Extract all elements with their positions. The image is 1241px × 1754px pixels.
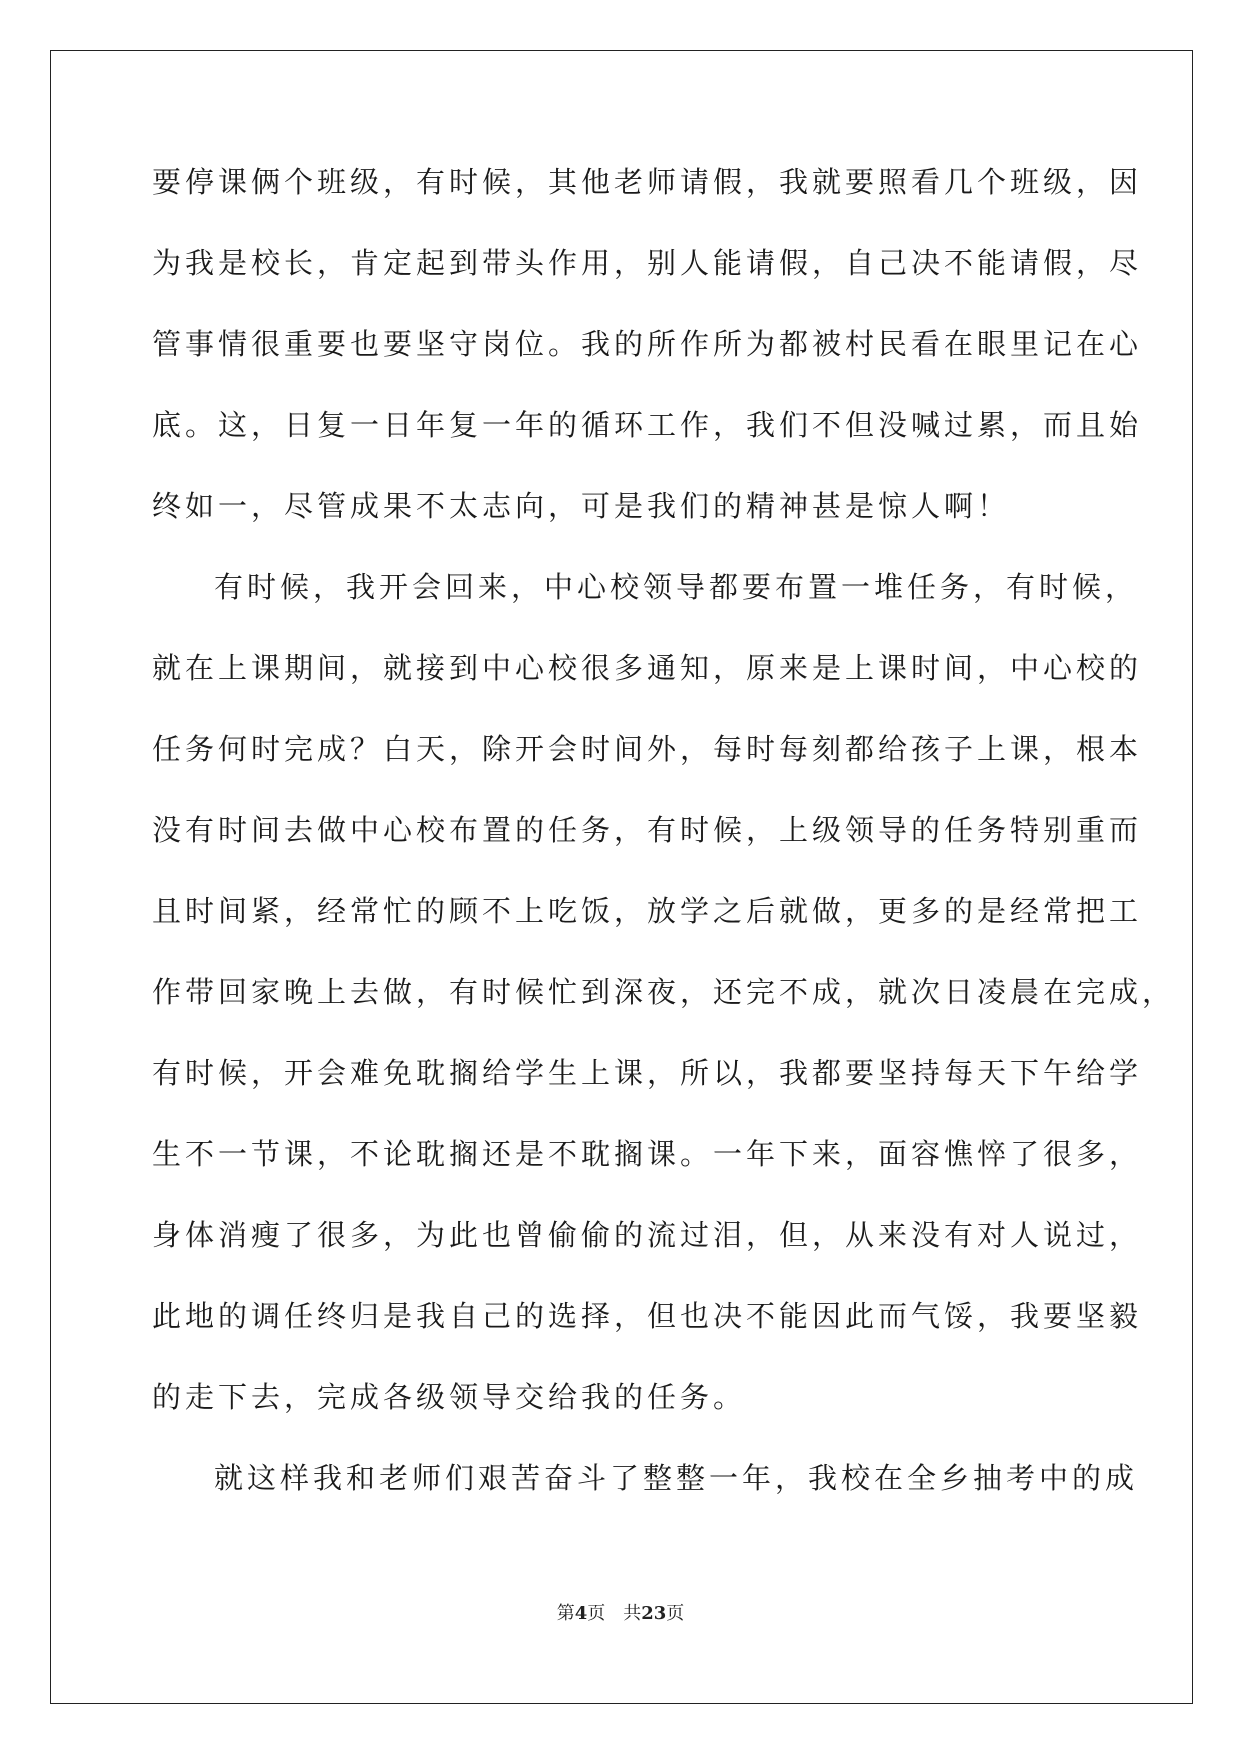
text-line: 此地的调任终归是我自己的选择，但也决不能因此而气馁，我要坚毅 (152, 1299, 1143, 1333)
text-line: 终如一，尽管成果不太志向，可是我们的精神甚是惊人啊！ (152, 489, 1011, 523)
page-suffix: 页 (666, 1603, 685, 1624)
document-body (152, 162, 1176, 1539)
text-line: 任务何时完成？白天，除开会时间外，每时每刻都给孩子上课，根本 (152, 732, 1143, 766)
text-line: 身体消瘦了很多，为此也曾偷偷的流过泪，但，从来没有对人说过， (152, 1218, 1143, 1252)
text-line: 有时候，开会难免耽搁给学生上课，所以，我都要坚持每天下午给学 (152, 1056, 1143, 1090)
page-mid: 页 共 (587, 1603, 642, 1624)
page-current: 4 (574, 1603, 588, 1624)
paragraph-first-line: 有时候，我开会回来，中心校领导都要布置一堆任务，有时候， (214, 570, 1139, 604)
text-line: 为我是校长，肯定起到带头作用，别人能请假，自己决不能请假，尽 (152, 246, 1143, 280)
page-total: 23 (641, 1603, 667, 1624)
text-line: 管事情很重要也要坚守岗位。我的所作所为都被村民看在眼里记在心 (152, 327, 1143, 361)
page-footer (0, 1599, 1241, 1625)
text-line: 没有时间去做中心校布置的任务，有时候，上级领导的任务特别重而 (152, 813, 1143, 847)
text-line: 作带回家晚上去做，有时候忙到深夜，还完不成，就次日凌晨在完成， (152, 975, 1176, 1009)
text-line: 且时间紧，经常忙的顾不上吃饭，放学之后就做，更多的是经常把工 (152, 894, 1143, 928)
text-line: 的走下去，完成各级领导交给我的任务。 (152, 1380, 747, 1414)
text-line: 生不一节课，不论耽搁还是不耽搁课。一年下来，面容憔悴了很多， (152, 1137, 1143, 1171)
page-prefix: 第 (556, 1603, 575, 1624)
text-line: 要停课俩个班级，有时候，其他老师请假，我就要照看几个班级，因 (152, 165, 1143, 199)
text-line: 就在上课期间，就接到中心校很多通知，原来是上课时间，中心校的 (152, 651, 1143, 685)
paragraph-first-line: 就这样我和老师们艰苦奋斗了整整一年，我校在全乡抽考中的成 (214, 1461, 1139, 1495)
text-line: 底。这，日复一日年复一年的循环工作，我们不但没喊过累，而且始 (152, 408, 1143, 442)
